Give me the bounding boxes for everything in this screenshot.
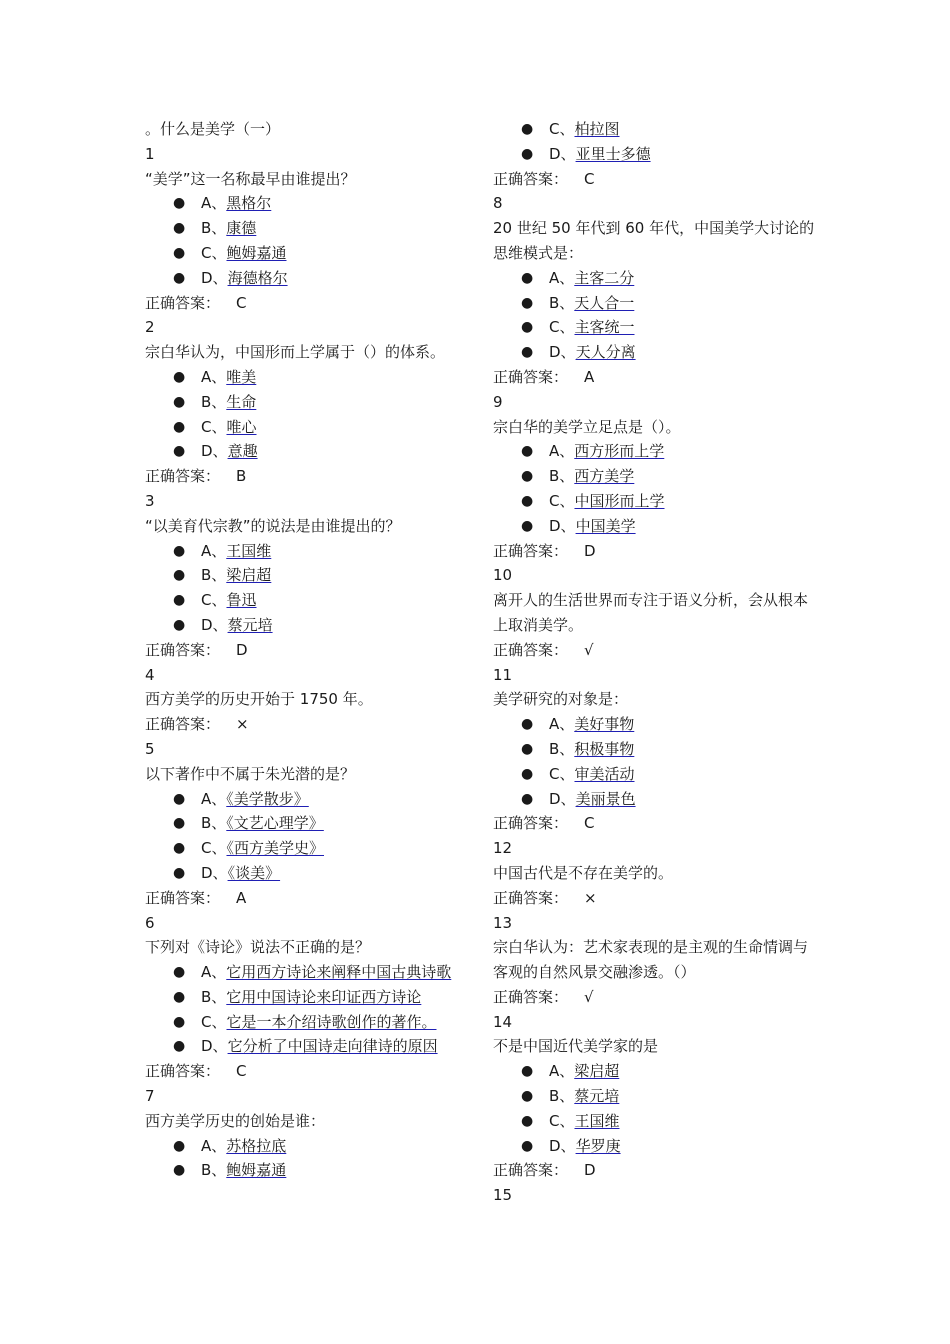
option-letter: C、 bbox=[549, 318, 575, 337]
option-link[interactable]: 华罗庚 bbox=[575, 1136, 621, 1155]
answer-option bbox=[493, 1134, 815, 1159]
option-link[interactable]: 天人分离 bbox=[575, 343, 636, 362]
option-letter: D、 bbox=[549, 343, 576, 362]
answer-option bbox=[145, 216, 475, 241]
bullet-icon: ● bbox=[521, 269, 534, 286]
option-letter: A、 bbox=[201, 194, 227, 213]
answer-option bbox=[493, 514, 815, 539]
text-line: 宗白华认为，中国形而上学属于（）的体系。 bbox=[145, 343, 446, 362]
bullet-icon: ● bbox=[521, 145, 534, 162]
option-letter: B、 bbox=[201, 1161, 227, 1180]
text-line: 11 bbox=[493, 665, 513, 684]
answer-value: C bbox=[584, 814, 595, 833]
answer-option bbox=[145, 241, 475, 266]
bullet-icon: ● bbox=[173, 988, 186, 1005]
bullet-icon: ● bbox=[173, 1162, 186, 1179]
option-link[interactable]: 积极事物 bbox=[574, 739, 635, 758]
answer-option bbox=[145, 1034, 475, 1059]
bullet-icon: ● bbox=[173, 790, 186, 807]
option-letter: B、 bbox=[549, 739, 575, 758]
bullet-icon: ● bbox=[173, 418, 186, 435]
bullet-icon: ● bbox=[521, 1063, 534, 1080]
option-letter: C、 bbox=[549, 120, 575, 138]
bullet-icon: ● bbox=[173, 269, 186, 286]
option-link[interactable]: 梁启超 bbox=[226, 566, 272, 585]
option-link[interactable]: 《文艺心理学》 bbox=[226, 814, 324, 833]
option-link[interactable]: 鲍姆嘉通 bbox=[226, 243, 287, 262]
answer-option bbox=[145, 985, 475, 1010]
option-letter: A、 bbox=[201, 789, 227, 808]
answer-option bbox=[145, 365, 475, 390]
text-line: 10 bbox=[493, 566, 513, 585]
bullet-icon: ● bbox=[173, 368, 186, 385]
bullet-icon: ● bbox=[173, 815, 186, 832]
answer-label: 正确答案： bbox=[145, 888, 221, 907]
option-letter: C、 bbox=[201, 591, 227, 610]
text-line: 6 bbox=[145, 913, 155, 932]
bullet-icon: ● bbox=[521, 468, 534, 485]
option-link[interactable]: 它用中国诗论来印证西方诗论 bbox=[226, 987, 422, 1006]
option-link[interactable]: 主客二分 bbox=[574, 268, 635, 287]
answer-value: D bbox=[584, 541, 596, 560]
answer-value: D bbox=[584, 1161, 596, 1180]
option-letter: A、 bbox=[549, 1062, 575, 1081]
option-link[interactable]: 生命 bbox=[226, 392, 257, 411]
bullet-icon: ● bbox=[173, 393, 186, 410]
option-link[interactable]: 黑格尔 bbox=[226, 194, 272, 213]
option-letter: A、 bbox=[549, 442, 575, 461]
option-letter: C、 bbox=[549, 1111, 575, 1130]
option-letter: C、 bbox=[201, 839, 227, 858]
answer-option bbox=[145, 811, 475, 836]
answer-value: C bbox=[236, 1062, 247, 1081]
option-link[interactable]: 蔡元培 bbox=[574, 1087, 620, 1106]
text-line: 美学研究的对象是： bbox=[493, 690, 629, 709]
bullet-icon: ● bbox=[173, 616, 186, 633]
text-line: 1 bbox=[145, 144, 155, 163]
answer-value: √ bbox=[584, 987, 594, 1006]
option-link[interactable]: 审美活动 bbox=[574, 764, 635, 783]
answer-value: A bbox=[236, 888, 247, 907]
bullet-icon: ● bbox=[173, 592, 186, 609]
option-link[interactable]: 海德格尔 bbox=[227, 268, 288, 287]
option-link[interactable]: 柏拉图 bbox=[574, 120, 620, 138]
bullet-icon: ● bbox=[521, 1112, 534, 1129]
text-line: “以美育代宗教”的说法是由谁提出的？ bbox=[145, 516, 401, 535]
answer-option bbox=[145, 439, 475, 464]
option-link[interactable]: 唯心 bbox=[226, 417, 257, 436]
answer-label: 正确答案： bbox=[145, 467, 221, 486]
correct-answer bbox=[145, 638, 475, 663]
answer-label: 正确答案： bbox=[493, 987, 569, 1006]
bullet-icon: ● bbox=[173, 840, 186, 857]
text-line: 14 bbox=[493, 1012, 513, 1031]
answer-option bbox=[493, 266, 815, 291]
option-letter: D、 bbox=[201, 442, 228, 461]
bullet-icon: ● bbox=[173, 195, 186, 212]
option-letter: D、 bbox=[201, 615, 228, 634]
text-line: 2 bbox=[145, 318, 155, 337]
option-link[interactable]: 《西方美学史》 bbox=[226, 839, 324, 858]
text-line: 宗白华的美学立足点是（）。 bbox=[493, 417, 681, 436]
option-letter: B、 bbox=[201, 392, 227, 411]
bullet-icon: ● bbox=[521, 1088, 534, 1105]
answer-option bbox=[145, 1134, 475, 1159]
answer-option bbox=[493, 340, 815, 365]
text-line: 西方美学历史的创始是谁： bbox=[145, 1111, 326, 1130]
option-link[interactable]: 《美学散步》 bbox=[226, 789, 309, 808]
answer-option bbox=[493, 787, 815, 812]
correct-answer bbox=[493, 811, 815, 836]
bullet-icon: ● bbox=[521, 716, 534, 733]
answer-label: 正确答案： bbox=[493, 169, 569, 188]
correct-answer bbox=[145, 886, 475, 911]
bullet-icon: ● bbox=[521, 121, 534, 137]
option-letter: B、 bbox=[201, 987, 227, 1006]
option-letter: A、 bbox=[549, 715, 575, 734]
answer-option bbox=[493, 464, 815, 489]
bullet-icon: ● bbox=[173, 244, 186, 261]
answer-option bbox=[493, 1059, 815, 1084]
option-letter: D、 bbox=[549, 789, 576, 808]
option-letter: D、 bbox=[201, 863, 228, 882]
correct-answer bbox=[493, 539, 815, 564]
bullet-icon: ● bbox=[521, 765, 534, 782]
option-link[interactable]: 《谈美》 bbox=[227, 863, 281, 882]
option-letter: D、 bbox=[201, 1037, 228, 1056]
text-line: 7 bbox=[145, 1087, 155, 1106]
answer-option bbox=[145, 787, 475, 812]
bullet-icon: ● bbox=[173, 1038, 186, 1055]
bullet-icon: ● bbox=[173, 964, 186, 981]
bullet-icon: ● bbox=[173, 443, 186, 460]
option-letter: B、 bbox=[201, 566, 227, 585]
answer-option bbox=[145, 191, 475, 216]
answer-option bbox=[145, 861, 475, 886]
correct-answer bbox=[493, 886, 815, 911]
option-link[interactable]: 西方形而上学 bbox=[574, 442, 665, 461]
option-link[interactable]: 梁启超 bbox=[574, 1062, 620, 1081]
option-link[interactable]: 亚里士多德 bbox=[575, 144, 651, 163]
bullet-icon: ● bbox=[173, 220, 186, 237]
answer-label: 正确答案： bbox=[493, 367, 569, 386]
bullet-icon: ● bbox=[173, 1013, 186, 1030]
bullet-icon: ● bbox=[521, 344, 534, 361]
option-link[interactable]: 鲍姆嘉通 bbox=[226, 1161, 287, 1180]
answer-label: 正确答案： bbox=[493, 814, 569, 833]
answer-option bbox=[493, 712, 815, 737]
answer-option bbox=[145, 960, 475, 985]
correct-answer bbox=[145, 291, 475, 316]
correct-answer bbox=[493, 638, 815, 663]
answer-label: 正确答案： bbox=[145, 1062, 221, 1081]
text-line: 8 bbox=[493, 194, 503, 213]
bullet-icon: ● bbox=[521, 740, 534, 757]
bullet-icon: ● bbox=[521, 443, 534, 460]
option-letter: C、 bbox=[549, 491, 575, 510]
answer-option bbox=[145, 588, 475, 613]
option-link[interactable]: 天人合一 bbox=[574, 293, 635, 312]
text-line: 以下著作中不属于朱光潜的是？ bbox=[145, 764, 356, 783]
answer-option bbox=[493, 1109, 815, 1134]
answer-label: 正确答案： bbox=[493, 541, 569, 560]
option-link[interactable]: 中国形而上学 bbox=[574, 491, 665, 510]
bullet-icon: ● bbox=[521, 1137, 534, 1154]
text-line: 。什么是美学（一） bbox=[145, 120, 281, 138]
bullet-icon: ● bbox=[521, 790, 534, 807]
answer-option bbox=[493, 315, 815, 340]
text-line: 中国古代是不存在美学的。 bbox=[493, 863, 674, 882]
bullet-icon: ● bbox=[173, 864, 186, 881]
answer-value: C bbox=[236, 293, 247, 312]
answer-option bbox=[145, 415, 475, 440]
text-line: 不是中国近代美学家的是 bbox=[493, 1037, 659, 1056]
answer-option bbox=[493, 291, 815, 316]
answer-option bbox=[493, 142, 815, 167]
answer-option bbox=[493, 489, 815, 514]
option-letter: A、 bbox=[549, 268, 575, 287]
answer-option bbox=[145, 539, 475, 564]
option-link[interactable]: 意趣 bbox=[227, 442, 258, 461]
answer-option bbox=[145, 836, 475, 861]
option-link[interactable]: 苏格拉底 bbox=[226, 1136, 287, 1155]
answer-value: C bbox=[584, 169, 595, 188]
answer-value: × bbox=[584, 888, 597, 907]
answer-label: 正确答案： bbox=[145, 293, 221, 312]
answer-option bbox=[145, 266, 475, 291]
option-link[interactable]: 它用西方诗论来阐释中国古典诗歌 bbox=[226, 963, 452, 982]
option-letter: D、 bbox=[201, 268, 228, 287]
option-link[interactable]: 王国维 bbox=[574, 1111, 620, 1130]
answer-option bbox=[493, 1084, 815, 1109]
option-letter: C、 bbox=[201, 243, 227, 262]
text-line: 3 bbox=[145, 491, 155, 510]
correct-answer bbox=[493, 985, 815, 1010]
option-letter: C、 bbox=[549, 764, 575, 783]
answer-label: 正确答案： bbox=[145, 640, 221, 659]
bullet-icon: ● bbox=[521, 517, 534, 534]
correct-answer bbox=[145, 712, 475, 737]
answer-option bbox=[493, 117, 815, 142]
bullet-icon: ● bbox=[521, 294, 534, 311]
option-letter: A、 bbox=[201, 541, 227, 560]
answer-value: × bbox=[236, 715, 249, 734]
option-link[interactable]: 王国维 bbox=[226, 541, 272, 560]
bullet-icon: ● bbox=[521, 319, 534, 336]
answer-option bbox=[493, 762, 815, 787]
answer-option bbox=[145, 390, 475, 415]
text-line: 20 世纪 50 年代到 60 年代，中国美学大讨论的思维模式是： bbox=[493, 219, 815, 262]
option-letter: A、 bbox=[201, 963, 227, 982]
option-letter: B、 bbox=[549, 293, 575, 312]
option-link[interactable]: 康德 bbox=[226, 219, 257, 238]
option-letter: A、 bbox=[201, 1136, 227, 1155]
text-line: 15 bbox=[493, 1186, 513, 1205]
option-letter: D、 bbox=[549, 1136, 576, 1155]
text-line: 4 bbox=[145, 665, 155, 684]
answer-option bbox=[145, 1010, 475, 1035]
option-link[interactable]: 中国美学 bbox=[575, 516, 636, 535]
bullet-icon: ● bbox=[521, 492, 534, 509]
answer-label: 正确答案： bbox=[145, 715, 221, 734]
answer-option bbox=[493, 439, 815, 464]
option-letter: A、 bbox=[201, 367, 227, 386]
answer-option bbox=[493, 737, 815, 762]
text-line: 12 bbox=[493, 839, 513, 858]
right-column bbox=[493, 117, 815, 1208]
text-line: “美学”这一名称最早由谁提出？ bbox=[145, 169, 356, 188]
bullet-icon: ● bbox=[173, 1137, 186, 1154]
option-letter: C、 bbox=[201, 417, 227, 436]
option-letter: B、 bbox=[549, 467, 575, 486]
text-line: 离开人的生活世界而专注于语义分析，会从根本上取消美学。 bbox=[493, 591, 809, 634]
bullet-icon: ● bbox=[173, 567, 186, 584]
text-line: 西方美学的历史开始于 1750 年。 bbox=[145, 690, 373, 709]
answer-option bbox=[145, 1158, 475, 1183]
option-letter: C、 bbox=[201, 1012, 227, 1031]
answer-label: 正确答案： bbox=[493, 1161, 569, 1180]
option-letter: D、 bbox=[549, 144, 576, 163]
option-letter: B、 bbox=[201, 814, 227, 833]
text-line: 13 bbox=[493, 913, 513, 932]
bullet-icon: ● bbox=[173, 542, 186, 559]
text-line: 下列对《诗论》说法不正确的是？ bbox=[145, 938, 371, 957]
option-link[interactable]: 蔡元培 bbox=[227, 615, 273, 634]
correct-answer bbox=[493, 167, 815, 192]
answer-option bbox=[145, 563, 475, 588]
correct-answer bbox=[493, 1158, 815, 1183]
answer-value: D bbox=[236, 640, 248, 659]
option-link[interactable]: 它分析了中国诗走向律诗的原因 bbox=[227, 1037, 438, 1056]
left-column bbox=[145, 117, 475, 1183]
option-letter: D、 bbox=[549, 516, 576, 535]
answer-label: 正确答案： bbox=[493, 640, 569, 659]
answer-label: 正确答案： bbox=[493, 888, 569, 907]
option-letter: B、 bbox=[549, 1087, 575, 1106]
option-link[interactable]: 鲁迅 bbox=[226, 591, 257, 610]
text-line: 5 bbox=[145, 739, 155, 758]
option-link[interactable]: 西方美学 bbox=[574, 467, 635, 486]
answer-value: A bbox=[584, 367, 595, 386]
option-link[interactable]: 唯美 bbox=[226, 367, 257, 386]
answer-option bbox=[145, 613, 475, 638]
answer-value: √ bbox=[584, 640, 594, 659]
text-line: 宗白华认为：艺术家表现的是主观的生命情调与客观的自然风景交融渗透。（） bbox=[493, 938, 809, 982]
option-link[interactable]: 美丽景色 bbox=[575, 789, 636, 808]
answer-value: B bbox=[236, 467, 247, 486]
option-link[interactable]: 美好事物 bbox=[574, 715, 635, 734]
option-link[interactable]: 它是一本介绍诗歌创作的著作。 bbox=[226, 1012, 437, 1031]
correct-answer bbox=[493, 365, 815, 390]
correct-answer bbox=[145, 464, 475, 489]
text-line: 9 bbox=[493, 392, 503, 411]
option-letter: B、 bbox=[201, 219, 227, 238]
correct-answer bbox=[145, 1059, 475, 1084]
option-link[interactable]: 主客统一 bbox=[574, 318, 635, 337]
